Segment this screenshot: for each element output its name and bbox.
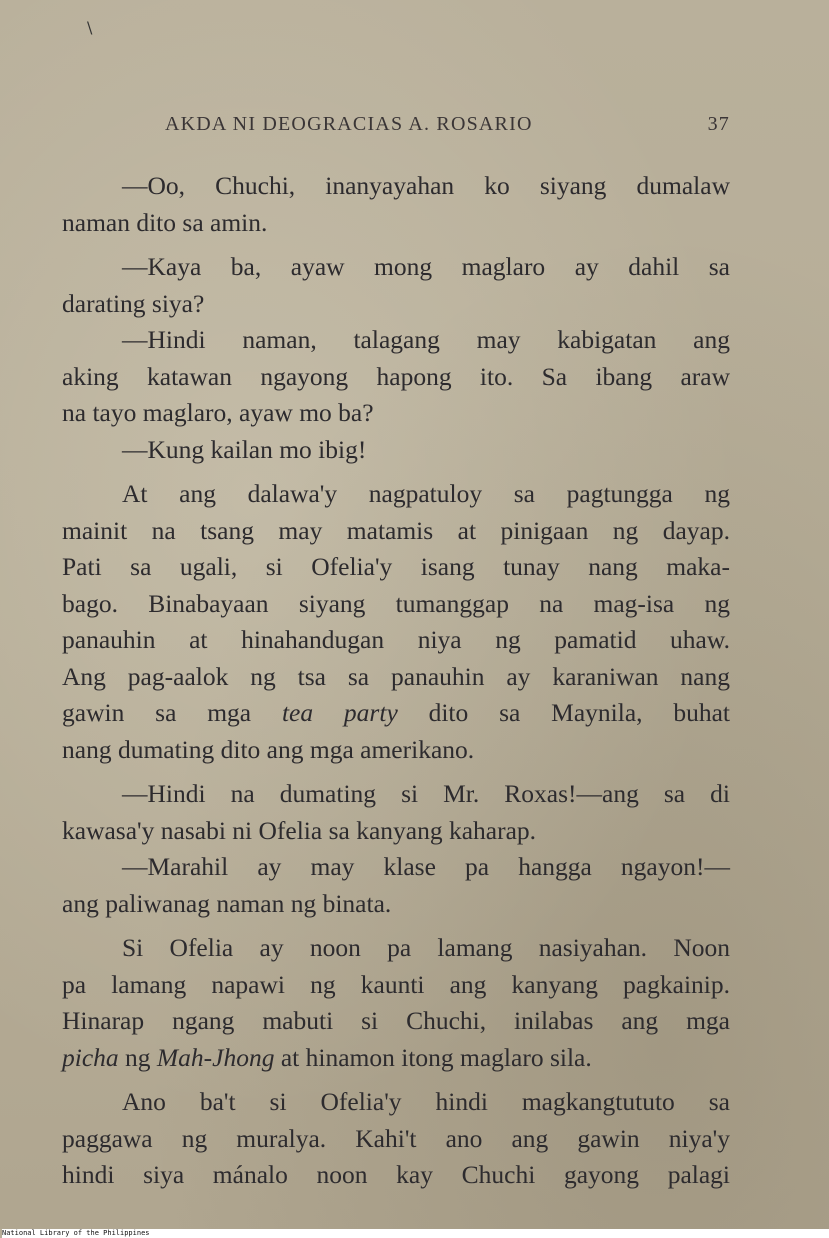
text-run: at hinamon itong maglaro sila. — [274, 1042, 592, 1072]
text-run: aking katawan ngayong hapong ito. Sa ibang araw — [62, 361, 730, 391]
text-run: mainit na tsang may matamis at pinigaan ng dayap. — [62, 515, 730, 545]
text-line — [62, 776, 730, 813]
text-line — [62, 476, 730, 513]
text-run: —Oo, Chuchi, inanyayahan ko siyang dumalaw — [122, 171, 730, 200]
text-run: Hinarap ngang mabuti si Chuchi, inilabas ang mga — [62, 1006, 730, 1035]
text-line — [62, 1040, 730, 1077]
text-line — [62, 967, 730, 1004]
text-line — [62, 359, 730, 396]
text-line — [62, 1157, 730, 1194]
text-line — [62, 1084, 730, 1121]
text-line — [62, 168, 730, 205]
text-line — [62, 886, 730, 923]
paragraph-gap — [62, 1076, 730, 1084]
text-line — [62, 849, 730, 886]
text-line — [62, 205, 730, 242]
text-run: kawasa'y nasabi ni Ofelia sa kanyang kaharap. — [62, 815, 537, 845]
text-run: ang paliwanag naman ng binata. — [62, 888, 392, 918]
text-line — [62, 1003, 730, 1040]
paragraph-gap — [62, 922, 730, 930]
page-number: 37 — [707, 113, 730, 135]
text-line — [62, 732, 730, 769]
paragraph-gap — [62, 768, 730, 776]
library-credit: National Library of the Philippines — [2, 1229, 829, 1238]
text-run: dito sa Maynila, buhat — [397, 698, 730, 727]
text-line — [62, 586, 730, 623]
text-run: darating siya? — [62, 288, 205, 318]
text-run: —Hindi na dumating si Mr. Roxas!—ang sa di — [122, 779, 730, 808]
text-line — [62, 930, 730, 967]
paragraph-gap — [62, 468, 730, 476]
body-text — [62, 168, 730, 1194]
running-header — [165, 113, 730, 143]
text-run: na tayo maglaro, ayaw mo ba? — [62, 398, 374, 427]
text-line — [62, 513, 730, 550]
italic-term: picha — [62, 1042, 119, 1072]
text-line — [62, 286, 730, 323]
text-run: ng — [118, 1042, 157, 1072]
text-line — [62, 432, 730, 469]
text-run: Si Ofelia ay noon pa lamang nasiyahan. Noon — [122, 933, 730, 962]
text-line — [62, 1121, 730, 1158]
text-line — [62, 395, 730, 432]
italic-term: Mah-Jhong — [156, 1042, 275, 1072]
text-line — [62, 659, 730, 696]
text-line — [62, 695, 730, 732]
italic-term: tea party — [281, 698, 398, 727]
text-run: gawin sa mga — [62, 698, 282, 727]
text-run: pa lamang napawi ng kaunti ang kanyang pagkainip. — [62, 969, 730, 999]
text-run: —Kaya ba, ayaw mong maglaro ay dahil sa — [122, 252, 730, 281]
text-line — [62, 813, 730, 850]
text-run: naman dito sa amin. — [62, 207, 268, 237]
text-run: Ang pag-aalok ng tsa sa panauhin ay karaniwan nang — [62, 661, 730, 691]
text-run: hindi siya mánalo noon kay Chuchi gayong palagi — [62, 1160, 730, 1189]
running-title: AKDA NI DEOGRACIAS A. ROSARIO — [165, 113, 533, 135]
text-run: —Kung kailan mo ibig! — [122, 434, 367, 464]
text-run: —Marahil ay may klase pa hangga ngayon!— — [122, 852, 730, 881]
text-run: bago. Binabayaan siyang tumanggap na mag-isa ng — [62, 588, 730, 618]
text-line — [62, 322, 730, 359]
text-run: panauhin at hinahandugan niya ng pamatid uhaw. — [62, 625, 730, 654]
text-line — [62, 549, 730, 586]
text-run: Pati sa ugali, si Ofelia'y isang tunay nang maka- — [62, 552, 730, 581]
text-line — [62, 622, 730, 659]
stray-mark: \ — [87, 18, 93, 37]
text-run: —Hindi naman, talagang may kabigatan ang — [122, 325, 730, 354]
text-line — [62, 249, 730, 286]
text-run: Ano ba't si Ofelia'y hindi magkangtututo sa — [122, 1087, 730, 1116]
text-run: At ang dalawa'y nagpatuloy sa pagtungga ng — [122, 479, 730, 508]
paragraph-gap — [62, 241, 730, 249]
text-run: paggawa ng muralya. Kahi't ano ang gawin niya'y — [62, 1123, 730, 1153]
text-run: nang dumating dito ang mga amerikano. — [62, 734, 475, 764]
